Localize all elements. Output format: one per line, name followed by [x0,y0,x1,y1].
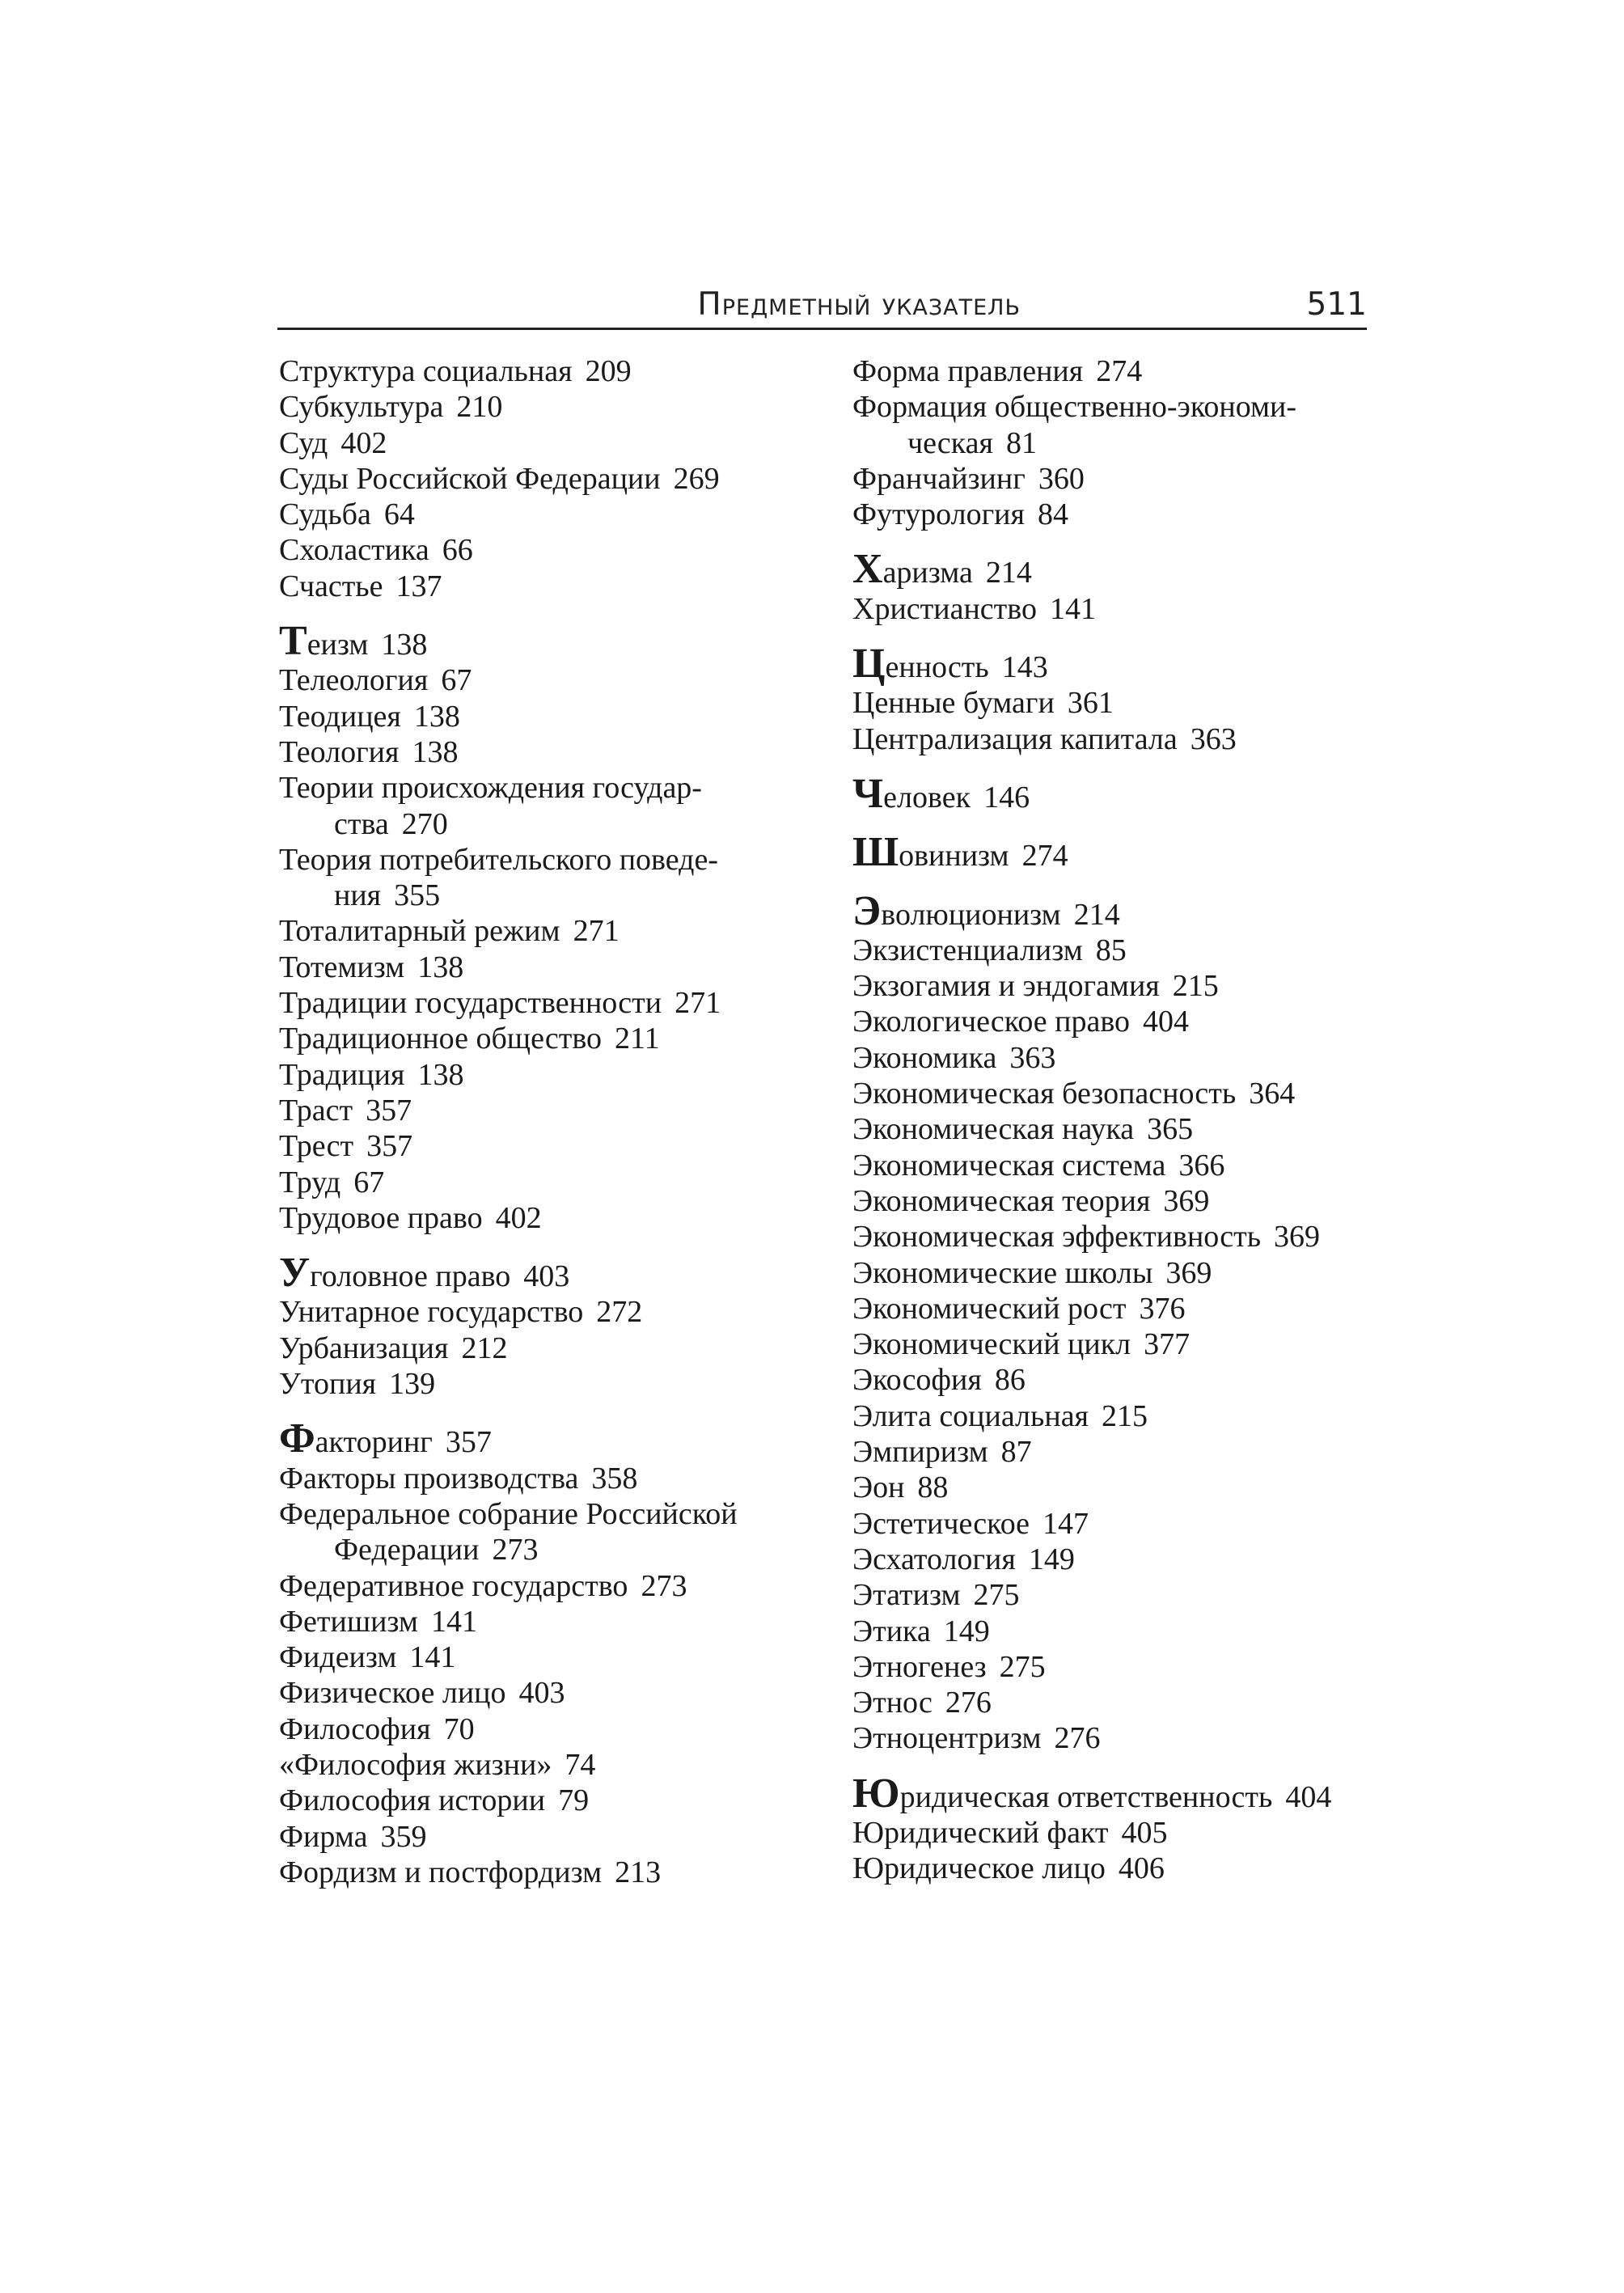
entry-term: Экономический рост [852,1291,1127,1326]
index-entry [279,618,805,665]
index-entry [852,968,1370,1004]
entry-page-number: 365 [1147,1112,1194,1147]
entry-term: Утопия [279,1367,377,1402]
entry-term-continuation [279,806,805,842]
index-entry [279,1294,805,1330]
index-entry [852,1076,1370,1111]
index-entry [279,913,805,949]
entry-page-number: 404 [1143,1005,1190,1039]
entry-initial-letter: Э [852,887,882,934]
entry-page-number: 138 [412,734,459,769]
index-entry [279,1675,805,1711]
index-entry [852,1577,1370,1613]
entry-page-number: 215 [1172,969,1219,1004]
entry-page-number: 273 [492,1533,539,1567]
entry-page-number: 376 [1139,1291,1186,1326]
entry-term: Теории происхождения государ- [279,771,702,806]
entry-term: Эон [852,1470,905,1505]
entry-initial-letter: Ш [852,829,899,876]
entry-term: Фордизм и постфордизм [279,1855,603,1889]
index-entry [852,1398,1370,1434]
entry-term: Эмпиризм [852,1435,988,1470]
entry-page-number: 213 [615,1855,662,1889]
header-title: Предметный указатель [697,286,1021,323]
index-entry [852,887,1370,934]
index-entry [852,721,1370,757]
entry-term: Трудовое право [279,1200,483,1235]
entry-page-number: 274 [1021,839,1068,874]
index-entry [279,1711,805,1747]
entry-term: Экономическая теория [852,1183,1151,1218]
entry-page-number: 214 [1073,897,1120,932]
entry-page-number: 403 [518,1676,565,1711]
entry-page-number: 86 [994,1363,1026,1398]
entry-term: Элита социальная [852,1398,1089,1433]
entry-initial-letter: Ч [852,770,884,817]
index-letter-group [279,1415,805,1890]
entry-page-number: 364 [1249,1077,1296,1111]
index-entry [852,1851,1370,1886]
entry-term: Теология [279,734,400,769]
entry-term: Экзистенциализм [852,933,1083,967]
index-entry [852,1470,1370,1505]
entry-term: Факторы производства [279,1461,579,1496]
entry-term: Федеративное государство [279,1568,628,1603]
entry-page-number: 64 [383,497,415,532]
entry-page-number: 147 [1042,1506,1089,1541]
entry-term-continuation [852,425,1370,461]
index-entry [852,353,1370,389]
index-entry [279,1639,805,1675]
entry-term: Федеральное собрание Российской [279,1496,738,1531]
entry-page-number: 139 [389,1367,436,1402]
index-entry [852,1542,1370,1577]
entry-term: Экологическое право [852,1005,1131,1039]
entry-term-continued: ния [334,878,382,913]
index-entry [279,1093,805,1128]
entry-page-number: 276 [1054,1721,1101,1756]
entry-term: Экософия [852,1363,982,1398]
entry-term: Этногенез [852,1649,987,1684]
running-header [277,279,1367,330]
index-entry [852,1614,1370,1649]
index-entry [279,699,805,734]
entry-term: Экономическая система [852,1148,1166,1182]
entry-term-continued: Федерации [334,1533,480,1567]
index-entry [852,1649,1370,1685]
entry-page-number: 141 [1049,591,1096,626]
entry-initial-letter: Ф [279,1415,315,1462]
index-entry [279,497,805,532]
entry-page-number: 149 [943,1614,990,1648]
index-letter-group [279,1252,805,1402]
entry-term: Этноцентризм [852,1721,1042,1756]
index-entry [852,1291,1370,1326]
index-entry [852,933,1370,968]
entry-term: Труд [279,1165,341,1199]
index-letter-group [279,353,805,604]
entry-page-number: 137 [395,569,442,603]
entry-page-number: 146 [983,780,1030,814]
entry-page-number: 276 [945,1686,992,1720]
entry-page-number: 377 [1144,1327,1191,1362]
entry-page-number: 211 [615,1022,660,1056]
entry-initial-letter: Т [279,618,307,665]
entry-page-number: 70 [443,1711,475,1746]
entry-page-number: 141 [430,1604,477,1639]
index-entry [279,425,805,461]
entry-term: еизм [307,628,369,662]
entry-page-number: 271 [675,986,721,1021]
index-letter-group [279,620,805,1236]
index-entry [852,1815,1370,1851]
entry-page-number: 141 [409,1640,456,1675]
entry-page-number: 403 [523,1259,570,1294]
entry-term: Христианство [852,591,1037,626]
index-entry [279,1366,805,1402]
entry-page-number: 273 [641,1568,687,1603]
index-entry [279,1819,805,1855]
entry-term: Юридический факт [852,1815,1109,1850]
entry-page-number: 87 [1000,1435,1032,1470]
entry-term: Телеология [279,663,429,698]
entry-page-number: 361 [1067,686,1114,721]
entry-term: Экономическая наука [852,1112,1135,1147]
entry-term: волюционизм [881,897,1061,932]
index-entry [279,770,805,842]
entry-term: Структура социальная [279,354,573,388]
entry-page-number: 272 [596,1295,643,1330]
entry-initial-letter: Х [852,546,883,593]
entry-term: Формация общественно-экономи- [852,390,1297,425]
index-letter-group [852,770,1370,817]
entry-term: Франчайзинг [852,461,1026,496]
index-entry [279,1604,805,1639]
entry-page-number: 74 [565,1747,596,1782]
entry-page-number: 138 [417,950,464,984]
entry-page-number: 406 [1118,1851,1165,1886]
index-entry [852,1362,1370,1398]
index-entry [279,1783,805,1818]
entry-term: Экономическая безопасность [852,1077,1237,1111]
entry-term: Централизация капитала [852,721,1178,756]
entry-term: Судьба [279,497,371,532]
index-entry [852,685,1370,721]
entry-page-number: 404 [1285,1779,1332,1814]
entry-page-number: 355 [394,878,441,913]
entry-page-number: 363 [1190,721,1237,756]
entry-term: Физическое лицо [279,1676,506,1711]
entry-page-number: 402 [495,1200,542,1235]
index-entry [279,950,805,985]
entry-term: Футурология [852,497,1025,532]
entry-term: овинизм [899,839,1009,874]
entry-term: Траст [279,1093,353,1127]
index-letter-group [852,887,1370,1757]
entry-page-number: 215 [1102,1398,1148,1433]
entry-term: Унитарное государство [279,1295,584,1330]
index-entry [852,1770,1370,1817]
index-entry [852,591,1370,627]
index-entry [852,1219,1370,1254]
index-entry [279,1747,805,1783]
index-entry [279,1250,805,1297]
entry-term: Трест [279,1129,354,1164]
entry-page-number: 85 [1095,933,1127,967]
entry-term: Теодицея [279,699,401,734]
entry-term: Экономические школы [852,1255,1153,1290]
entry-page-number: 212 [461,1331,508,1365]
index-entry [852,1434,1370,1470]
entry-term: ридическая ответственность [899,1779,1273,1814]
entry-term: акторинг [315,1425,433,1460]
entry-page-number: 369 [1274,1220,1321,1254]
entry-term: Тоталитарный режим [279,914,560,949]
entry-term: Урбанизация [279,1331,449,1365]
index-entry [279,532,805,568]
index-entry [852,497,1370,532]
entry-term: енность [885,650,989,685]
entry-page-number: 369 [1165,1255,1212,1290]
entry-term-continuation [279,1532,805,1567]
entry-term: Фетишизм [279,1604,418,1639]
index-entry [279,1568,805,1604]
index-entry [279,1200,805,1236]
entry-term: Тотемизм [279,950,405,984]
entry-term: аризма [882,556,973,590]
index-entry [279,662,805,698]
index-entry [852,1720,1370,1756]
entry-term: Фидеизм [279,1640,397,1675]
entry-page-number: 149 [1028,1542,1075,1576]
entry-term: Субкультура [279,390,444,425]
entry-term: Экономическая эффективность [852,1220,1262,1254]
entry-term: Суды Российской Федерации [279,461,661,496]
index-entry [279,353,805,389]
index-entry [852,1255,1370,1291]
index-entry [279,569,805,604]
entry-page-number: 66 [442,533,473,568]
index-entry [852,1183,1370,1219]
index-entry [279,842,805,914]
entry-page-number: 363 [1009,1040,1056,1075]
index-letter-group [852,353,1370,532]
entry-term: Традиции государственности [279,986,662,1021]
entry-page-number: 67 [353,1165,385,1199]
entry-page-number: 360 [1038,461,1085,496]
entry-term-continued: ческая [907,425,994,460]
index-entry [279,985,805,1021]
index-entry [852,1148,1370,1183]
index-column-right [852,353,1370,1887]
entry-term: Фирма [279,1819,368,1854]
entry-page-number: 88 [917,1470,949,1505]
index-entry [852,461,1370,497]
entry-page-number: 270 [401,806,448,841]
index-letter-group [852,1770,1370,1887]
index-entry [279,461,805,497]
entry-term: Этатизм [852,1578,961,1613]
index-entry [279,1855,805,1890]
entry-initial-letter: Ц [852,641,886,687]
index-entry [279,389,805,425]
entry-term: Традиционное общество [279,1022,603,1056]
entry-term: Традиция [279,1057,405,1092]
index-entry [852,1685,1370,1720]
entry-page-number: 138 [413,699,460,734]
entry-term: Этнос [852,1686,933,1720]
index-letter-group [852,643,1370,757]
entry-term-continuation [279,878,805,913]
index-entry [279,1165,805,1200]
index-entry [852,1040,1370,1076]
entry-term: Юридическое лицо [852,1851,1106,1886]
entry-page-number: 357 [445,1425,492,1460]
entry-term: Экономика [852,1040,997,1075]
entry-term: Ценные бумаги [852,686,1055,721]
index-entry [279,1021,805,1056]
entry-term: Этика [852,1614,931,1648]
entry-term: «Философия жизни» [279,1747,552,1782]
index-letter-group [852,548,1370,627]
entry-page-number: 143 [1001,650,1048,685]
entry-page-number: 209 [585,354,632,388]
entry-term: Суд [279,425,328,460]
entry-term: Эстетическое [852,1506,1030,1541]
entry-term: Форма правления [852,354,1084,388]
entry-page-number: 405 [1121,1815,1168,1850]
entry-page-number: 366 [1178,1148,1225,1182]
index-entry [852,770,1370,817]
entry-page-number: 79 [558,1783,590,1818]
index-entry [852,1111,1370,1147]
entry-page-number: 214 [985,556,1032,590]
entry-term: Схоластика [279,533,429,568]
entry-term: Эсхатология [852,1542,1016,1576]
index-column-left [279,353,805,1890]
entry-initial-letter: Ю [852,1770,900,1817]
entry-page-number: 138 [417,1057,464,1092]
entry-term: Экзогамия и эндогамия [852,969,1160,1004]
index-entry [279,1415,805,1462]
entry-term: головное право [310,1259,511,1294]
index-entry [279,1128,805,1164]
entry-page-number: 274 [1096,354,1143,388]
index-entry [279,734,805,770]
index-entry [279,1331,805,1366]
index-entry [279,1057,805,1093]
page-number: 511 [1306,286,1367,323]
entry-page-number: 138 [381,628,428,662]
entry-page-number: 84 [1038,497,1068,532]
entry-page-number: 275 [973,1578,1020,1613]
entry-page-number: 210 [456,390,503,425]
entry-term: Философия истории [279,1783,546,1818]
index-entry [852,1004,1370,1039]
entry-page-number: 269 [673,461,720,496]
index-entry [852,643,1370,685]
entry-term: Философия [279,1711,431,1746]
entry-page-number: 271 [573,914,620,949]
index-entry [852,1506,1370,1542]
index-entry [279,1496,805,1568]
entry-term: Счастье [279,569,383,603]
entry-term: Теория потребительского поведе- [279,842,718,877]
entry-page-number: 275 [999,1649,1046,1684]
entry-page-number: 369 [1163,1183,1210,1218]
index-entry [852,389,1370,461]
index-letter-group [852,831,1370,874]
index-entry [852,546,1370,593]
entry-page-number: 81 [1006,425,1038,460]
entry-term: еловек [883,780,971,814]
entry-page-number: 402 [340,425,387,460]
entry-term-continued: ства [334,806,389,841]
index-entry [852,831,1370,874]
index-entry [852,1326,1370,1362]
entry-page-number: 357 [366,1129,413,1164]
entry-initial-letter: У [279,1250,311,1297]
index-entry [279,1461,805,1496]
entry-page-number: 358 [591,1461,638,1496]
entry-term: Экономический цикл [852,1327,1131,1362]
entry-page-number: 359 [380,1819,427,1854]
entry-page-number: 67 [441,663,472,698]
entry-page-number: 357 [366,1093,412,1127]
